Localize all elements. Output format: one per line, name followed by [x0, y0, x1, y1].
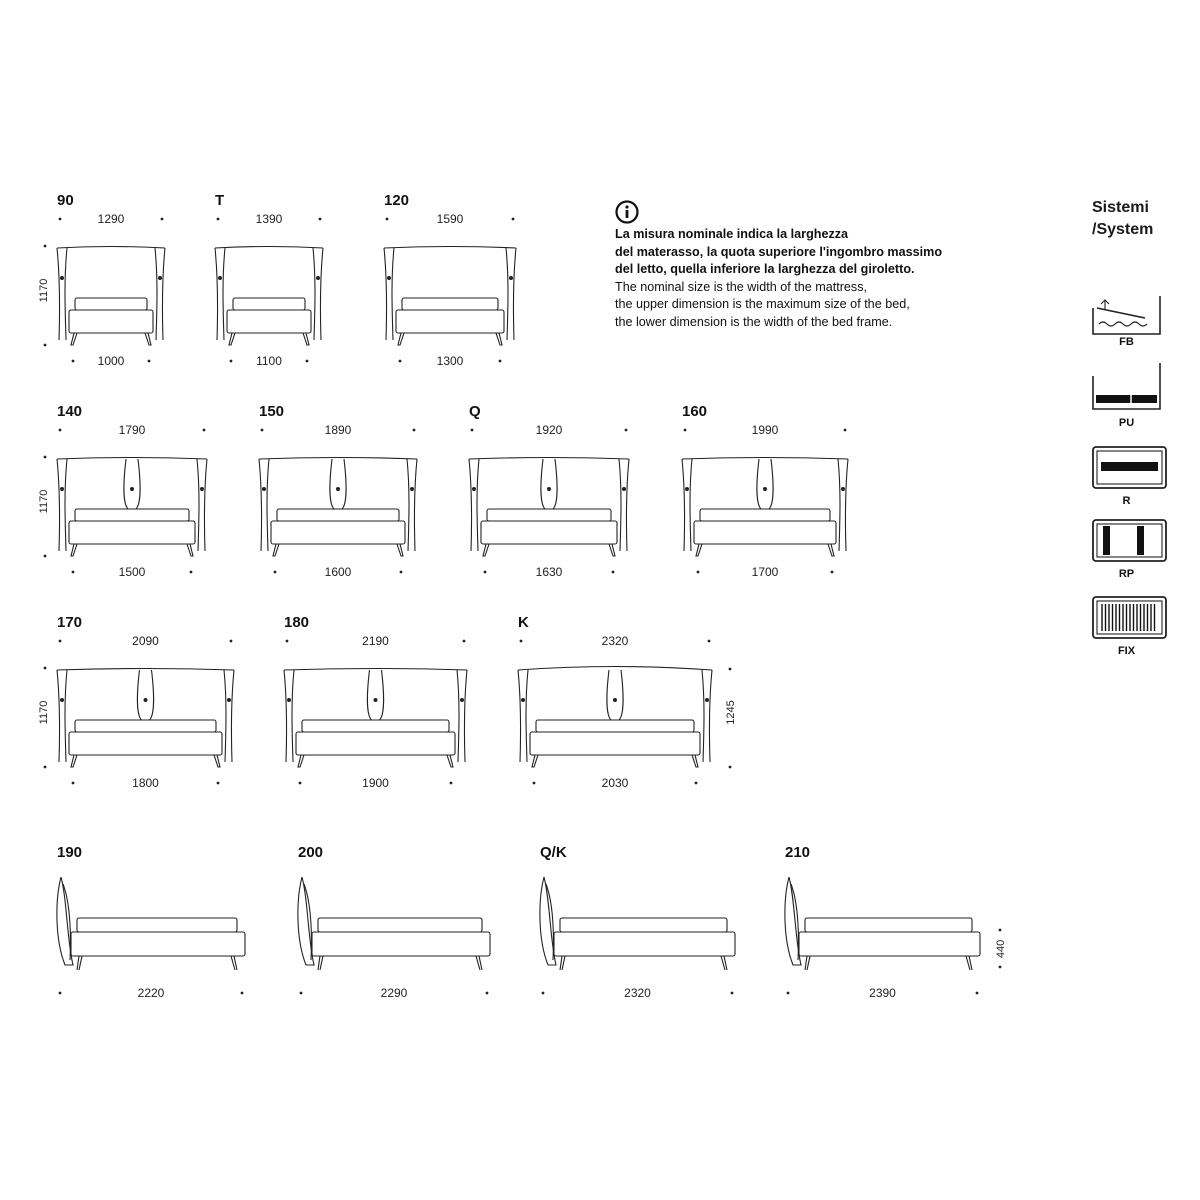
leg [229, 333, 235, 345]
headboard-wing [464, 670, 467, 762]
leg [476, 956, 482, 970]
frame-width-value: 1500 [118, 565, 146, 579]
dimension-dot [976, 992, 979, 995]
side-view-190 [57, 844, 245, 1000]
dimension-dot [413, 429, 416, 432]
side-view-210 [785, 844, 1007, 1000]
headboard-wing-inner [838, 459, 840, 551]
frame-width-value: 1700 [751, 565, 779, 579]
systems-title-line1: Sistemi [1092, 199, 1149, 216]
headboard-wing [845, 459, 848, 551]
systems-legend [1093, 296, 1166, 657]
button-tuft [472, 487, 476, 491]
front-view-160 [682, 403, 848, 579]
systems-title-line2: /System [1092, 221, 1154, 238]
headboard-wing-inner [313, 248, 315, 340]
headboard-wing [57, 459, 60, 551]
headboard-wing-inner [407, 459, 409, 551]
leg [303, 333, 309, 345]
max-width-value: 1390 [255, 212, 283, 226]
dimension-dot [499, 360, 502, 363]
dimension-dot [400, 571, 403, 574]
headboard-wing [259, 459, 262, 551]
front-view-120 [384, 192, 516, 368]
height-value: 1245 [725, 700, 737, 725]
center-seam [136, 459, 140, 509]
dimension-dot [787, 992, 790, 995]
info-icon [615, 200, 639, 224]
height-value: 1170 [38, 700, 50, 725]
max-width-value: 1590 [436, 212, 464, 226]
headboard-top [57, 458, 207, 460]
mattress [75, 298, 147, 310]
headboard-wing [513, 248, 516, 340]
button-tuft [547, 487, 551, 491]
headboard-wing-inner [267, 459, 269, 551]
button-tuft [218, 276, 222, 280]
button-tuft [521, 698, 525, 702]
front-view-T [215, 192, 323, 368]
front-view-170 [38, 614, 234, 790]
button-tuft [60, 276, 64, 280]
leg [397, 544, 403, 556]
length-value: 2390 [869, 986, 896, 1000]
leg [805, 956, 810, 970]
headboard-wing-inner [65, 459, 67, 551]
dimension-dot [300, 992, 303, 995]
dimension-dot [148, 360, 151, 363]
headboard-top [518, 667, 712, 671]
headboard-wing-inner [224, 670, 226, 762]
button-tuft [200, 487, 204, 491]
headboard-wing [682, 459, 685, 551]
system-label: FB [1119, 336, 1134, 348]
leg [318, 956, 323, 970]
front-view-180 [284, 614, 467, 790]
headboard-top [57, 669, 234, 671]
system-pu-icon [1093, 363, 1160, 429]
center-seam [769, 459, 773, 509]
center-seam [367, 670, 371, 720]
size-label: 160 [682, 403, 708, 420]
size-label: 190 [57, 844, 83, 861]
system-label: RP [1118, 568, 1135, 580]
headboard-wing-inner [392, 248, 394, 340]
headboard-wing-inner [292, 670, 294, 762]
dimension-dot [399, 360, 402, 363]
system-r-icon [1093, 447, 1166, 507]
center-seam [607, 670, 611, 720]
side-view-200 [298, 844, 490, 1000]
systems-title [1092, 197, 1153, 241]
note-italian-line: del materasso, la quota superiore l'ingombro massimo [615, 244, 943, 259]
dimension-dot [230, 640, 233, 643]
leg [483, 544, 489, 556]
headboard-wing-inner [155, 248, 157, 340]
max-width-value: 2320 [601, 634, 629, 648]
bed-frame [69, 732, 222, 755]
mattress [77, 918, 237, 932]
mattress [560, 918, 727, 932]
headboard-wing-inner [65, 670, 67, 762]
dimension-dot [999, 966, 1002, 969]
button-tuft [287, 698, 291, 702]
dimension-dot [44, 245, 47, 248]
button-tuft [705, 698, 709, 702]
center-seam [124, 459, 128, 509]
headboard-top [215, 247, 323, 249]
leg [71, 544, 77, 556]
bed-frame [694, 521, 836, 544]
button-tuft [144, 698, 148, 702]
dimension-dot [533, 782, 536, 785]
button-tuft [613, 698, 617, 702]
button-tuft [622, 487, 626, 491]
length-value: 2290 [380, 986, 408, 1000]
bed-frame [227, 310, 311, 333]
bed-frame [530, 732, 700, 755]
headboard-wing-inner [619, 459, 621, 551]
length-value: 2220 [137, 986, 165, 1000]
max-width-value: 1890 [324, 423, 352, 437]
headboard-wing [284, 670, 287, 762]
bed-frame [481, 521, 617, 544]
headboard-wing [384, 248, 387, 340]
dimension-dot [831, 571, 834, 574]
dimension-dot [161, 218, 164, 221]
dimension-dot [217, 218, 220, 221]
button-tuft [336, 487, 340, 491]
headboard-wing [231, 670, 234, 762]
note-italian-line: La misura nominale indica la larghezza [615, 227, 849, 241]
dimension-dot [241, 992, 244, 995]
max-width-value: 2190 [362, 634, 389, 648]
dimension-dot [59, 640, 62, 643]
bed-frame [71, 932, 245, 956]
headboard-wing [204, 459, 207, 551]
leg [273, 544, 279, 556]
headboard-wing-inner [702, 670, 704, 762]
leg [828, 544, 834, 556]
dimension-dot [44, 667, 47, 670]
front-view-Q [469, 403, 629, 579]
center-seam [342, 459, 346, 509]
dimension-dot [44, 456, 47, 459]
center-seam [137, 670, 141, 720]
frame-width-value: 1300 [436, 354, 464, 368]
dimension-dot [190, 571, 193, 574]
headboard-wing-inner [457, 670, 459, 762]
dimension-dot [72, 782, 75, 785]
mattress [536, 720, 694, 732]
size-label: 140 [57, 403, 83, 420]
dimension-dot [217, 782, 220, 785]
headboard-wing [709, 670, 712, 762]
center-seam [330, 459, 334, 509]
headboard-top [57, 247, 165, 249]
mattress [277, 509, 399, 521]
dimension-dot [230, 360, 233, 363]
system-fix-icon [1093, 597, 1166, 657]
front-view-150 [259, 403, 417, 579]
headboard-top [469, 458, 629, 460]
button-tuft [316, 276, 320, 280]
leg [231, 956, 237, 970]
dimension-dot [319, 218, 322, 221]
size-label: 210 [785, 844, 811, 861]
system-label: R [1122, 495, 1131, 507]
headboard-wing-inner [526, 670, 528, 762]
headboard-wing [215, 248, 218, 340]
center-seam [757, 459, 761, 509]
button-tuft [130, 487, 134, 491]
max-width-value: 1790 [118, 423, 146, 437]
button-tuft [158, 276, 162, 280]
bed-frame [69, 521, 195, 544]
height-value: 1170 [38, 278, 50, 303]
leg [692, 755, 698, 767]
dimension-dot [59, 429, 62, 432]
frame-width-value: 1900 [362, 776, 389, 790]
dimension-dot [484, 571, 487, 574]
system-fb-icon [1093, 296, 1160, 348]
mattress [402, 298, 498, 310]
headboard-top [384, 247, 516, 249]
mattress [487, 509, 611, 521]
size-label: 120 [384, 192, 410, 209]
dimension-dot [44, 766, 47, 769]
headboard-wing [626, 459, 629, 551]
dimension-dot [708, 640, 711, 643]
leg [447, 755, 453, 767]
dimension-dot [684, 429, 687, 432]
leg [71, 755, 77, 767]
center-seam [150, 670, 154, 720]
note-italian [615, 226, 1015, 279]
headboard-top [259, 458, 417, 460]
bed-frame [799, 932, 980, 956]
mattress [75, 720, 216, 732]
dimension-dot [203, 429, 206, 432]
headboard-wing-inner [223, 248, 225, 340]
bed-frame [69, 310, 153, 333]
note-italian-line: del letto, quella inferiore la larghezza del giroletto. [615, 262, 915, 276]
size-label: T [215, 192, 225, 209]
bed-frame [271, 521, 405, 544]
headboard-wing [57, 670, 60, 762]
leg [71, 333, 77, 345]
center-seam [380, 670, 384, 720]
note-english-line: The nominal size is the width of the mattress, [615, 279, 867, 294]
headboard-wing-inner [506, 248, 508, 340]
dimension-dot [44, 555, 47, 558]
mattress [302, 720, 449, 732]
dimension-dot [463, 640, 466, 643]
button-tuft [763, 487, 767, 491]
headboard-wing-inner [690, 459, 692, 551]
front-view-K [518, 614, 737, 790]
dimension-dot [625, 429, 628, 432]
bed-frame [396, 310, 504, 333]
leg [609, 544, 615, 556]
headboard-wing-inner [477, 459, 479, 551]
button-tuft [460, 698, 464, 702]
dimension-dot [306, 360, 309, 363]
leg [532, 755, 538, 767]
dimension-dot [274, 571, 277, 574]
headboard-wing-inner [197, 459, 199, 551]
dimension-dot [999, 929, 1002, 932]
frame-width-value: 1100 [256, 354, 282, 368]
headboard-wing [162, 248, 165, 340]
leg [298, 755, 304, 767]
dimension-dot [844, 429, 847, 432]
dimension-dot [520, 640, 523, 643]
dimension-dot [729, 668, 732, 671]
button-tuft [262, 487, 266, 491]
button-tuft [374, 698, 378, 702]
frame-width-value: 1600 [324, 565, 352, 579]
leg [214, 755, 220, 767]
bed-frame [554, 932, 735, 956]
leg [77, 956, 82, 970]
button-tuft [60, 487, 64, 491]
mattress [318, 918, 482, 932]
size-label: K [518, 614, 529, 631]
dimension-dot [697, 571, 700, 574]
headboard-wing-inner [65, 248, 67, 340]
dimension-note [615, 200, 1015, 331]
dimension-dot [72, 360, 75, 363]
note-english [615, 279, 1015, 332]
center-seam [541, 459, 545, 509]
dimension-dot [512, 218, 515, 221]
button-tuft [685, 487, 689, 491]
button-tuft [841, 487, 845, 491]
button-tuft [509, 276, 513, 280]
leg [560, 956, 565, 970]
dimension-dot [44, 344, 47, 347]
size-label: 150 [259, 403, 285, 420]
dimension-dot [261, 429, 264, 432]
frame-width-value: 1630 [535, 565, 563, 579]
side-view-Q/K [540, 844, 735, 1000]
frame-width-value: 2030 [601, 776, 629, 790]
dimension-dot [299, 782, 302, 785]
leg [398, 333, 404, 345]
max-width-value: 2090 [132, 634, 159, 648]
bed-frame [312, 932, 490, 956]
dimension-dot [731, 992, 734, 995]
dimension-dot [486, 992, 489, 995]
system-label: FIX [1117, 645, 1136, 657]
leg [496, 333, 502, 345]
center-seam [553, 459, 557, 509]
leg [721, 956, 727, 970]
dimension-dot [542, 992, 545, 995]
dimension-dot [612, 571, 615, 574]
height-value: 1170 [38, 489, 50, 514]
headboard-wing [57, 248, 60, 340]
headboard-top [284, 669, 467, 671]
leg [696, 544, 702, 556]
mattress [75, 509, 189, 521]
size-label: Q [469, 403, 481, 420]
dimension-dot [72, 571, 75, 574]
dimension-dot [286, 640, 289, 643]
size-label: 90 [57, 192, 74, 209]
size-label: 180 [284, 614, 310, 631]
dimension-dot [471, 429, 474, 432]
headboard-top [682, 458, 848, 460]
max-width-value: 1290 [97, 212, 125, 226]
headboard-wing [414, 459, 417, 551]
length-value: 2320 [624, 986, 651, 1000]
frame-width-value: 1000 [97, 354, 125, 368]
button-tuft [227, 698, 231, 702]
dimension-dot [695, 782, 698, 785]
front-view-140 [38, 403, 207, 579]
size-label: 170 [57, 614, 83, 631]
front-view-90 [38, 192, 165, 368]
bed-frame [296, 732, 455, 755]
dimension-dot [386, 218, 389, 221]
size-label: Q/K [540, 844, 567, 861]
headboard-wing [518, 670, 521, 762]
dimension-dot [450, 782, 453, 785]
mattress [805, 918, 972, 932]
note-english-line: the upper dimension is the maximum size of the bed, [615, 297, 910, 311]
note-english-line: the lower dimension is the width of the bed frame. [615, 314, 893, 329]
leg [187, 544, 193, 556]
center-seam [619, 670, 623, 720]
headboard-wing [320, 248, 323, 340]
dimension-dot [59, 218, 62, 221]
size-label: 200 [298, 844, 324, 861]
headboard-wing [469, 459, 472, 551]
frame-width-value: 1800 [132, 776, 159, 790]
mattress [233, 298, 305, 310]
system-label: PU [1118, 417, 1135, 429]
system-rp-icon [1093, 520, 1166, 580]
max-width-value: 1920 [535, 423, 563, 437]
leg [966, 956, 972, 970]
max-width-value: 1990 [751, 423, 779, 437]
button-tuft [387, 276, 391, 280]
mattress [700, 509, 830, 521]
dimension-dot [729, 766, 732, 769]
leg [145, 333, 151, 345]
button-tuft [60, 698, 64, 702]
dimension-dot [59, 992, 62, 995]
button-tuft [410, 487, 414, 491]
side-height-value: 440 [995, 939, 1007, 959]
